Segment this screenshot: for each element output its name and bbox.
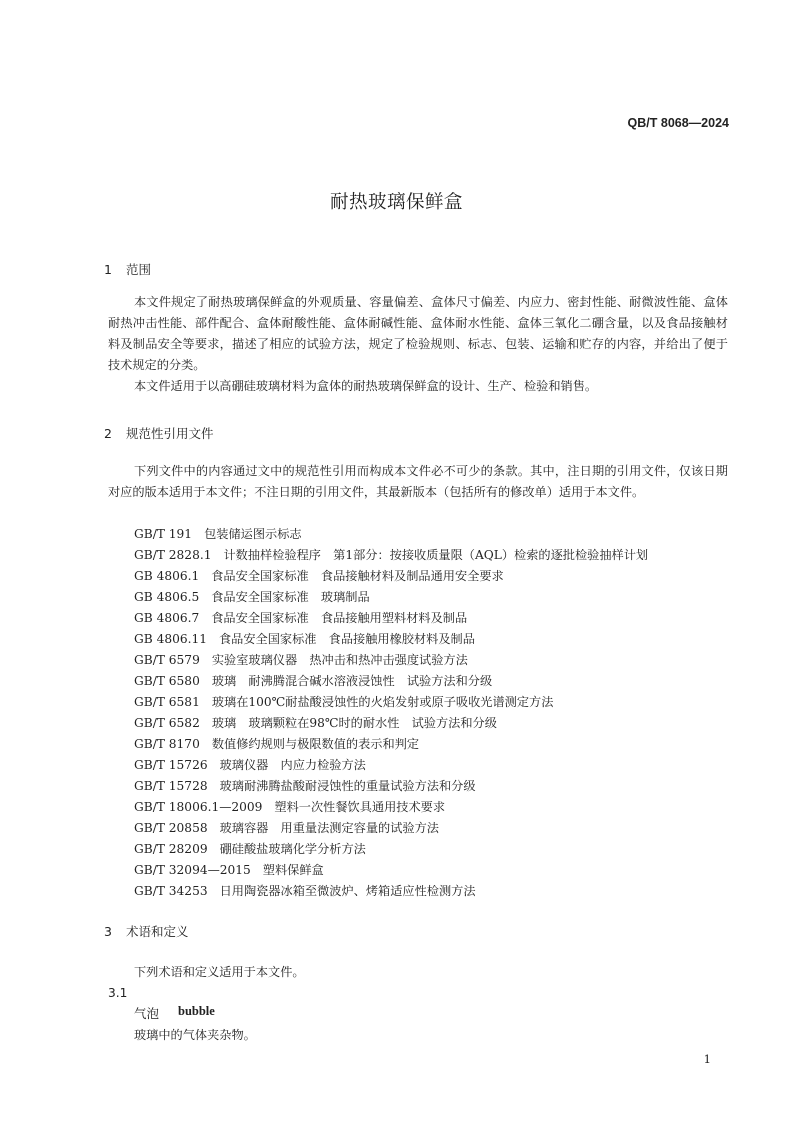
term-chinese: 气泡	[134, 1006, 160, 1021]
term-number: 3.1	[108, 986, 128, 1000]
reference-item: GB 4806.1 食品安全国家标准 食品接触材料及制品通用安全要求	[134, 569, 504, 583]
terms-intro: 下列术语和定义适用于本文件。	[134, 965, 305, 979]
reference-item: GB/T 6581 玻璃在100℃耐盐酸浸蚀性的火焰发射或原子吸收光谱测定方法	[134, 695, 554, 709]
references-intro: 下列文件中的内容通过文中的规范性引用而构成本文件必不可少的条款。其中，注日期的引用文件，仅该日期对应的版本适用于本文件；不注日期的引用文件，其最新版本（包括所有的修改单）适用于本文件。	[108, 464, 728, 499]
section-title: 规范性引用文件	[126, 426, 214, 441]
scope-paragraph-1: 本文件规定了耐热玻璃保鲜盒的外观质量、容量偏差、盒体尺寸偏差、内应力、密封性能、耐微波性能、盒体耐热冲击性能、部件配合、盒体耐酸性能、盒体耐碱性能、盒体耐水性能、盒体三氧化二硼含量，以及食品接触材料及制品安全等要求，描述了相应的试验方法，规定了检验规则、标志、包装、运输和贮存的内容，并给出了便于技术规定的分类。	[108, 295, 728, 372]
reference-item: GB/T 32094—2015 塑料保鲜盒	[134, 863, 324, 877]
document-title: 耐热玻璃保鲜盒	[329, 192, 463, 213]
reference-item: GB/T 15726 玻璃仪器 内应力检验方法	[134, 758, 366, 772]
reference-item: GB/T 28209 硼硅酸盐玻璃化学分析方法	[134, 842, 366, 856]
page-number: 1	[703, 1052, 711, 1066]
section-2-heading	[104, 424, 214, 442]
reference-item: GB/T 15728 玻璃耐沸腾盐酸耐浸蚀性的重量试验方法和分级	[134, 779, 476, 793]
reference-list	[134, 524, 648, 902]
standard-number: QB/T 8068—2024	[627, 116, 729, 130]
term-english: bubble	[178, 1004, 215, 1018]
reference-item: GB 4806.5 食品安全国家标准 玻璃制品	[134, 590, 370, 604]
reference-item: GB/T 6582 玻璃 玻璃颗粒在98℃时的耐水性 试验方法和分级	[134, 716, 497, 730]
reference-item: GB 4806.7 食品安全国家标准 食品接触用塑料材料及制品	[134, 611, 468, 625]
reference-item: GB/T 34253 日用陶瓷器冰箱至微波炉、烤箱适应性检测方法	[134, 884, 476, 898]
section-number: 1	[104, 262, 112, 277]
scope-paragraph-2: 本文件适用于以高硼硅玻璃材料为盒体的耐热玻璃保鲜盒的设计、生产、检验和销售。	[134, 379, 598, 393]
section-3-heading	[104, 922, 189, 940]
section-1-heading	[104, 260, 151, 278]
term-definition: 玻璃中的气体夹杂物。	[134, 1028, 256, 1042]
reference-item: GB/T 18006.1—2009 塑料一次性餐饮具通用技术要求	[134, 800, 446, 814]
reference-item: GB/T 6579 实验室玻璃仪器 热冲击和热冲击强度试验方法	[134, 653, 468, 667]
section-title: 范围	[126, 262, 152, 277]
reference-item: GB/T 20858 玻璃容器 用重量法测定容量的试验方法	[134, 821, 439, 835]
section-number: 2	[104, 426, 112, 441]
reference-item: GB 4806.11 食品安全国家标准 食品接触用橡胶材料及制品	[134, 632, 475, 646]
reference-item: GB/T 191 包装储运图示标志	[134, 527, 302, 541]
reference-item: GB/T 6580 玻璃 耐沸腾混合碱水溶液浸蚀性 试验方法和分级	[134, 674, 493, 688]
section-number: 3	[104, 924, 112, 939]
section-title: 术语和定义	[126, 924, 189, 939]
reference-item: GB/T 8170 数值修约规则与极限数值的表示和判定	[134, 737, 420, 751]
reference-item: GB/T 2828.1 计数抽样检验程序 第1部分：按接收质量限（AQL）检索的逐批检验抽样计划	[134, 548, 649, 562]
